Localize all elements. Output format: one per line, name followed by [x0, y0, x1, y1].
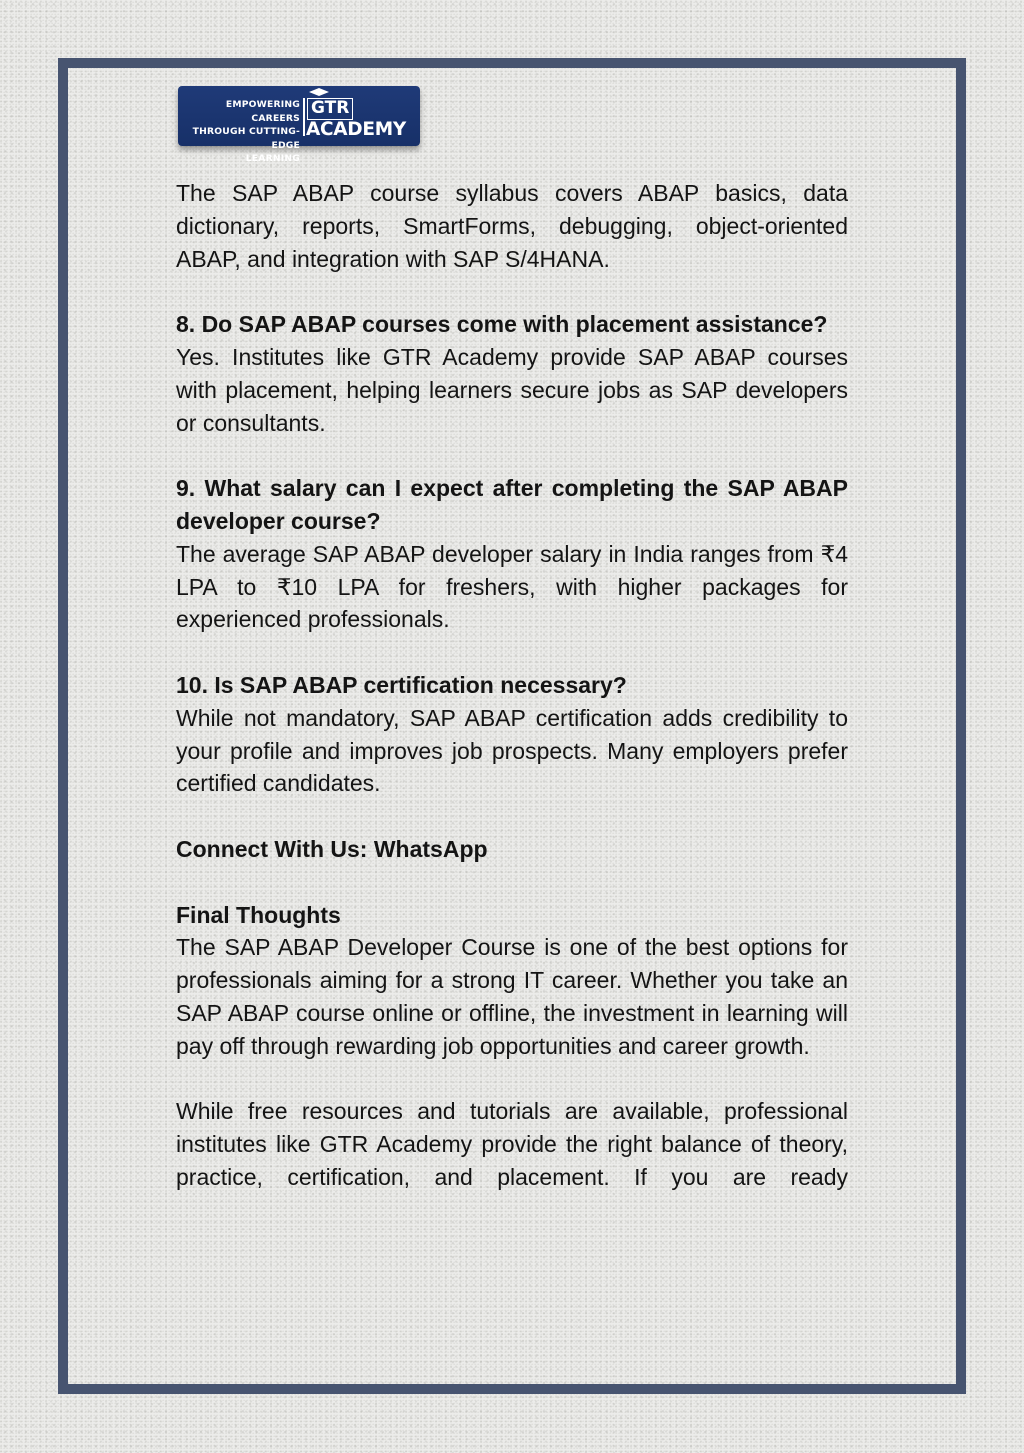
final-thoughts-heading: Final Thoughts [176, 901, 341, 928]
logo-divider [303, 98, 305, 136]
connect-whatsapp-link[interactable]: Connect With Us: WhatsApp [176, 835, 488, 862]
gtr-academy-logo [178, 86, 420, 164]
logo-tagline-line: THROUGH CUTTING-EDGE [192, 126, 300, 151]
document-body [176, 177, 848, 1194]
faq-answer: While not mandatory, SAP ABAP certification adds credibility to your profile and improves job prospects. Many employers prefer certified candidates. [176, 704, 848, 797]
logo-brand-academy: ACADEMY [306, 119, 406, 140]
faq-answer: The average SAP ABAP developer salary in India ranges from ₹4 LPA to ₹10 LPA for freshers, with higher packages for experienced professionals. [176, 540, 848, 633]
final-paragraph: While free resources and tutorials are available, professional institutes like GTR Academy provide the right balance of theory, practice, certification, and placement. If you are ready [176, 1098, 848, 1190]
logo-brand-gtr: GTR [307, 98, 353, 120]
final-paragraph: The SAP ABAP Developer Course is one of the best options for professionals aiming for a strong IT career. Whether you take an SAP ABAP course online or offline, the investment in learning will pay off through rewarding job opportunities and career growth. [176, 934, 848, 1059]
intro-paragraph: The SAP ABAP course syllabus covers ABAP basics, data dictionary, reports, SmartForms, debugging, object-oriented ABAP, and integration with SAP S/4HANA. [176, 180, 848, 272]
faq-answer: Yes. Institutes like GTR Academy provide SAP ABAP courses with placement, helping learners secure jobs as SAP developers or consultants. [176, 343, 848, 436]
faq-question: 10. Is SAP ABAP certification necessary? [176, 671, 627, 698]
logo-tagline [180, 98, 300, 166]
logo-tagline-line: LEARNING [245, 153, 300, 164]
logo-tagline-line: EMPOWERING CAREERS [225, 99, 300, 124]
graduation-cap-icon [309, 88, 329, 98]
faq-question: 8. Do SAP ABAP courses come with placement assistance? [176, 311, 828, 338]
faq-question: 9. What salary can I expect after completing the SAP ABAP developer course? [176, 475, 848, 534]
